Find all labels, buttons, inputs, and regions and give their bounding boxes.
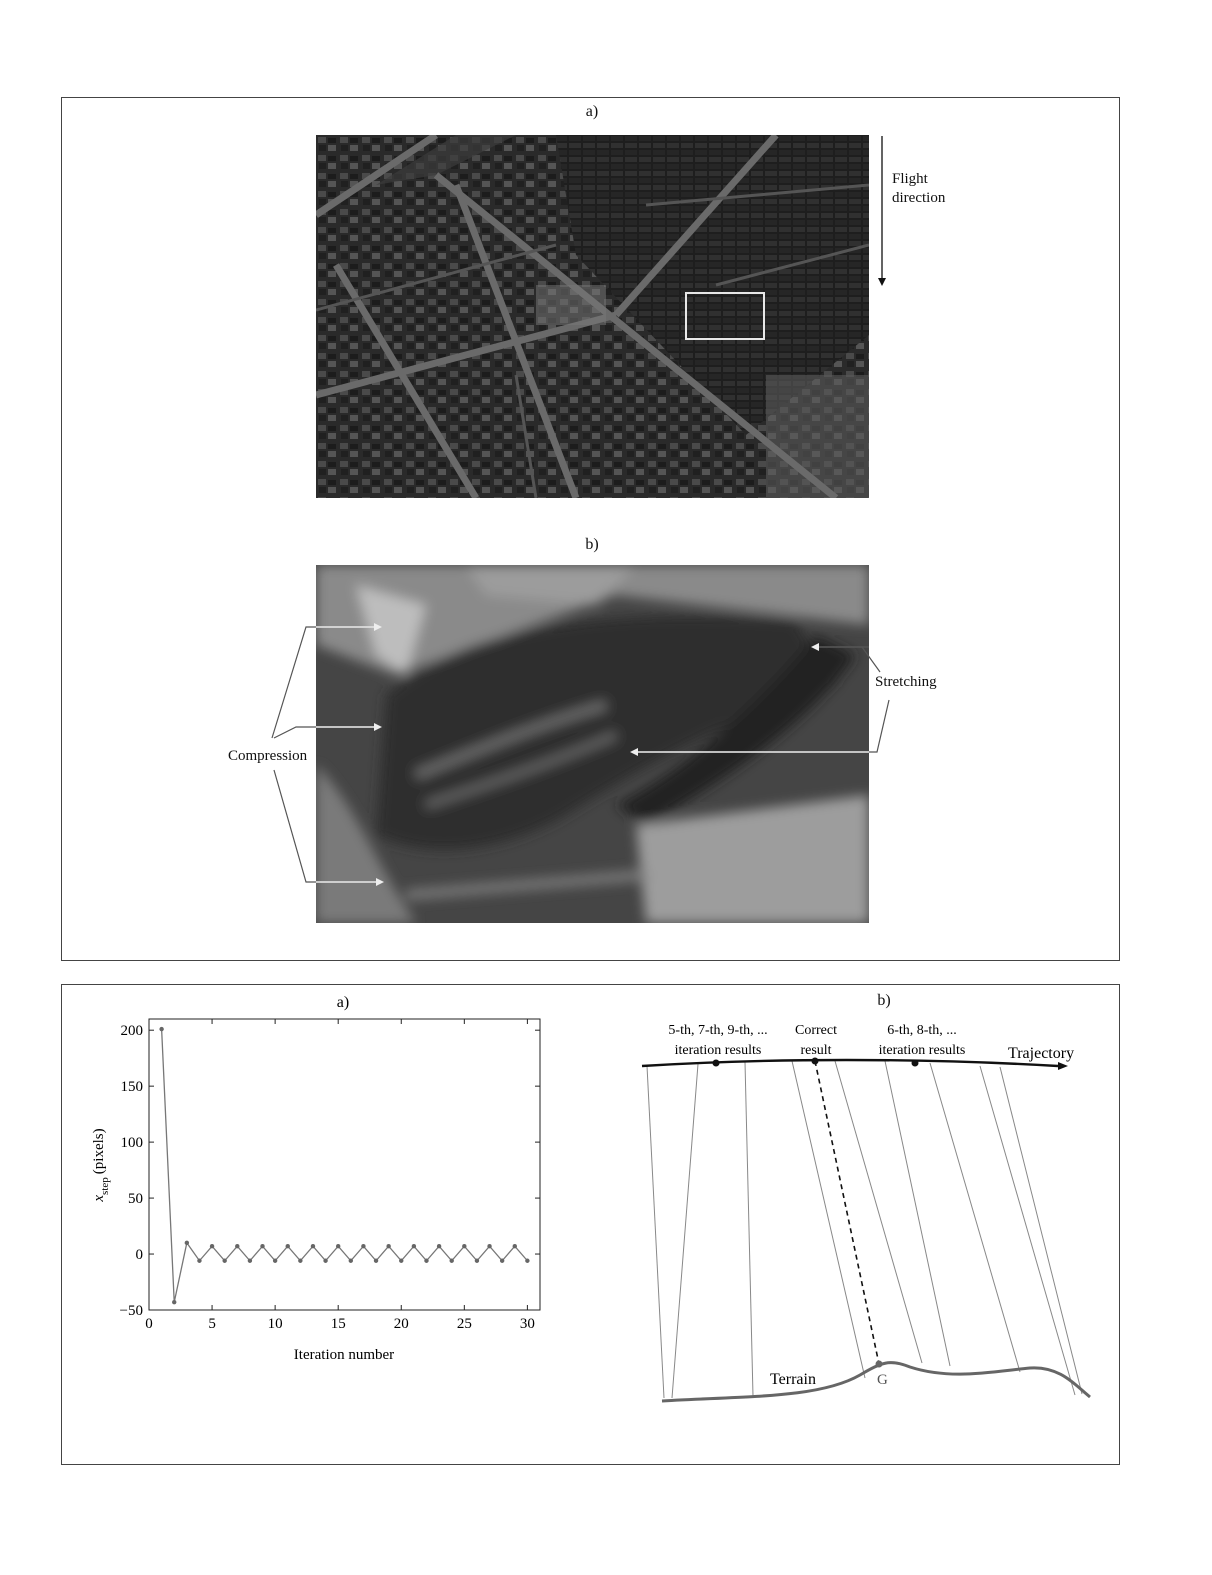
data-point (286, 1244, 290, 1248)
x-tick-label: 5 (208, 1316, 216, 1332)
odd-results-label-line1: 5-th, 7-th, 9-th, ... (668, 1023, 768, 1038)
data-point (462, 1244, 466, 1248)
data-point (298, 1259, 302, 1263)
convergence-chart (80, 990, 560, 1370)
x-tick-label: 15 (330, 1316, 346, 1332)
data-point (374, 1259, 378, 1263)
stretching-label: Stretching (875, 674, 937, 690)
even-result-point (912, 1060, 919, 1067)
y-axis-label-sub: step (99, 1177, 111, 1195)
data-point (248, 1259, 252, 1263)
x-tick-label: 20 (393, 1316, 409, 1332)
diagram-panel-label: b) (877, 992, 891, 1009)
series-layer (159, 1027, 529, 1304)
data-point (513, 1244, 517, 1248)
data-point (336, 1244, 340, 1248)
correct-result-label-line2: result (800, 1043, 832, 1058)
data-point (525, 1259, 529, 1263)
compression-label: Compression (228, 748, 308, 764)
data-point (412, 1244, 416, 1248)
y-axis-ticks (120, 1023, 540, 1319)
data-point (386, 1244, 390, 1248)
data-point (235, 1244, 239, 1248)
correct-result-point (812, 1058, 819, 1065)
x-axis-ticks (145, 1019, 535, 1332)
x-axis-label: Iteration number (293, 1347, 395, 1363)
compression-callout-top (272, 627, 377, 738)
stretching-callout-top (815, 647, 880, 672)
data-point (361, 1244, 365, 1248)
data-point (172, 1300, 176, 1304)
y-tick-label: 200 (120, 1023, 143, 1040)
trajectory-label: Trajectory (1008, 1045, 1075, 1062)
x-tick-label: 10 (267, 1316, 283, 1332)
data-point (349, 1259, 353, 1263)
y-tick-label: 50 (128, 1191, 143, 1208)
y-axis-label-unit: (pixels) (91, 1128, 107, 1175)
compression-callout-middle (274, 727, 377, 738)
data-point (197, 1259, 201, 1263)
projection-rays (647, 1061, 1082, 1398)
plot-area (149, 1019, 540, 1310)
panel-a-label: a) (585, 103, 599, 120)
ground-point-label: G (877, 1372, 888, 1388)
data-point (323, 1259, 327, 1263)
data-point (260, 1244, 264, 1248)
y-tick-label: 100 (120, 1135, 143, 1152)
x-tick-label: 25 (456, 1316, 472, 1332)
x-tick-label: 30 (519, 1316, 535, 1332)
data-point (450, 1259, 454, 1263)
correct-result-label-line1: Correct (795, 1023, 837, 1038)
flight-direction-label-line1: Flight (892, 171, 928, 187)
geometry-diagram (620, 1010, 1100, 1410)
stretching-callout-bottom (634, 700, 889, 752)
y-tick-label: 150 (120, 1079, 143, 1096)
odd-result-point (713, 1060, 720, 1067)
data-point (424, 1259, 428, 1263)
data-point (210, 1244, 214, 1248)
chart-title: a) (336, 994, 350, 1011)
panel-b-label: b) (585, 536, 599, 553)
even-results-label-line2: iteration results (878, 1043, 966, 1058)
trajectory-line (642, 1060, 1058, 1066)
y-tick-label: −50 (119, 1303, 143, 1319)
data-point (437, 1244, 441, 1248)
y-axis-label (91, 1128, 111, 1202)
data-point (399, 1259, 403, 1263)
terrain-curve (662, 1363, 1090, 1401)
flight-direction-label-line2: direction (892, 190, 946, 206)
terrain-label: Terrain (770, 1371, 816, 1388)
y-axis-label-main: x (91, 1194, 107, 1202)
data-point (273, 1259, 277, 1263)
data-point (222, 1259, 226, 1263)
data-point (500, 1259, 504, 1263)
data-point (475, 1259, 479, 1263)
series-line (162, 1029, 528, 1302)
data-point (159, 1027, 163, 1031)
correct-ray (815, 1061, 879, 1364)
data-point (185, 1241, 189, 1245)
x-tick-label: 0 (145, 1316, 153, 1332)
even-results-label-line1: 6-th, 8-th, ... (887, 1023, 957, 1038)
data-point (311, 1244, 315, 1248)
y-tick-label: 0 (135, 1247, 143, 1264)
trajectory-arrowhead (1058, 1062, 1068, 1070)
compression-callout-bottom (274, 770, 379, 882)
ground-point (876, 1361, 883, 1368)
odd-results-label-line2: iteration results (674, 1043, 762, 1058)
data-point (487, 1244, 491, 1248)
svg-text:xstep(pixels) (91, 1128, 111, 1202)
